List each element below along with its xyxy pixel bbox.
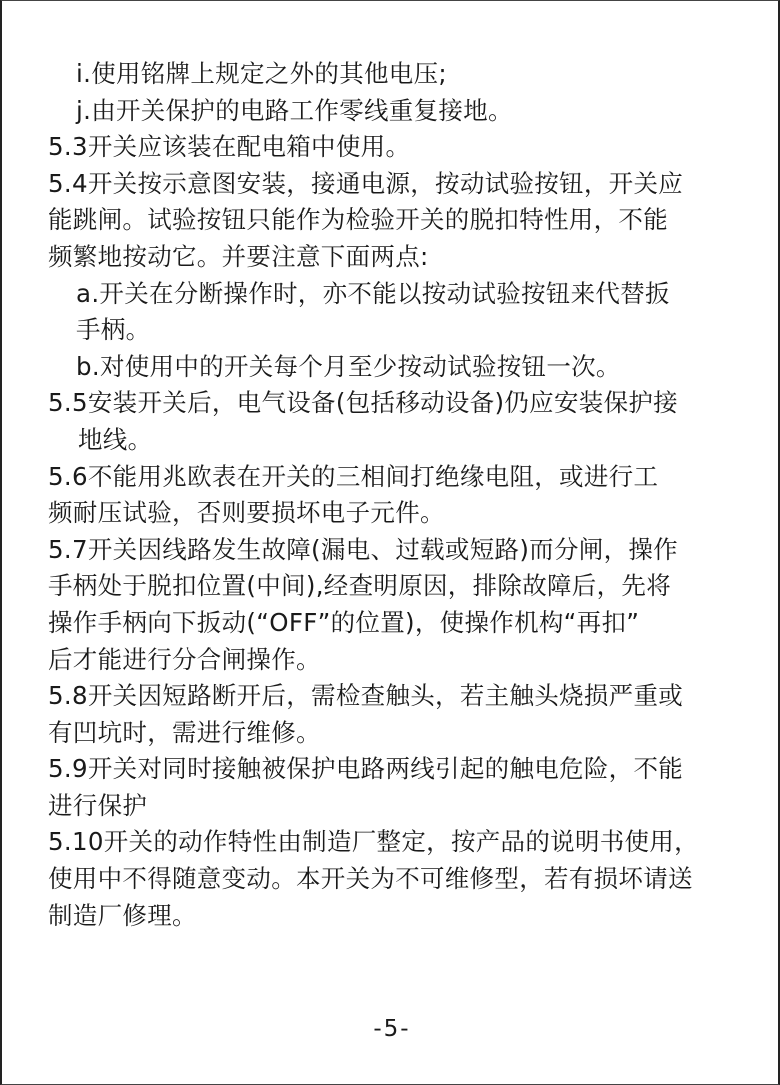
section-5-7-line-2: 手柄处于脱扣位置(中间),经查明原因，排除故障后，先将 [48,571,672,601]
section-5-6-line-2: 频耐压试验，否则要损坏电子元件。 [48,498,445,528]
section-5-10-line-2: 使用中不得随意变动。本开关为不可维修型，若有损坏请送 [48,864,693,894]
section-5-4-line-1: 5.4开关按示意图安装，接通电源，按动试验按钮，开关应 [48,168,684,198]
text-line-b: b.对使用中的开关每个月至少按动试验按钮一次。 [76,351,621,381]
section-5-10-line-3: 制造厂修理。 [48,900,197,930]
section-5-8-line-2: 有凹坑时，需进行维修。 [48,717,321,747]
section-5-9-line-1: 5.9开关对同时接触被保护电路两线引起的触电危险，不能 [48,754,684,784]
text-line-i: i.使用铭牌上规定之外的其他电压; [76,59,447,88]
section-5-4-line-2: 能跳闸。试验按钮只能作为检验开关的脱扣特性用，不能 [48,205,668,235]
section-5-5-line-1: 5.5安装开关后，电气设备(包括移动设备)仍应安装保护接 [48,388,678,418]
section-5-3: 5.3开关应该装在配电箱中使用。 [48,132,411,162]
section-5-9-line-2: 进行保护 [48,790,148,820]
document-body [48,56,748,934]
section-5-7-line-4: 后才能进行分合闸操作。 [48,644,321,674]
text-line-a-2: 手柄。 [76,315,151,345]
page-number: -5- [373,1016,411,1042]
section-5-8-line-1: 5.8开关因短路断开后，需检查触头，若主触头烧损严重或 [48,681,684,711]
section-5-7-line-3: 操作手柄向下扳动(“OFF”的位置)，使操作机构“再扣” [48,607,640,637]
section-5-5-line-2: 地线。 [78,424,153,454]
text-line-a-1: a.开关在分断操作时，亦不能以按动试验按钮来代替扳 [76,278,670,308]
section-5-10-line-1: 5.10开关的动作特性由制造厂整定，按产品的说明书使用， [48,827,699,857]
section-5-4-line-3: 频繁地按动它。并要注意下面两点: [48,241,429,271]
text-line-j: j.由开关保护的电路工作零线重复接地。 [76,95,513,125]
section-5-6-line-1: 5.6不能用兆欧表在开关的三相间打绝缘电阻，或进行工 [48,461,659,491]
section-5-7-line-1: 5.7开关因线路发生故障(漏电、过载或短路)而分闸，操作 [48,534,678,564]
